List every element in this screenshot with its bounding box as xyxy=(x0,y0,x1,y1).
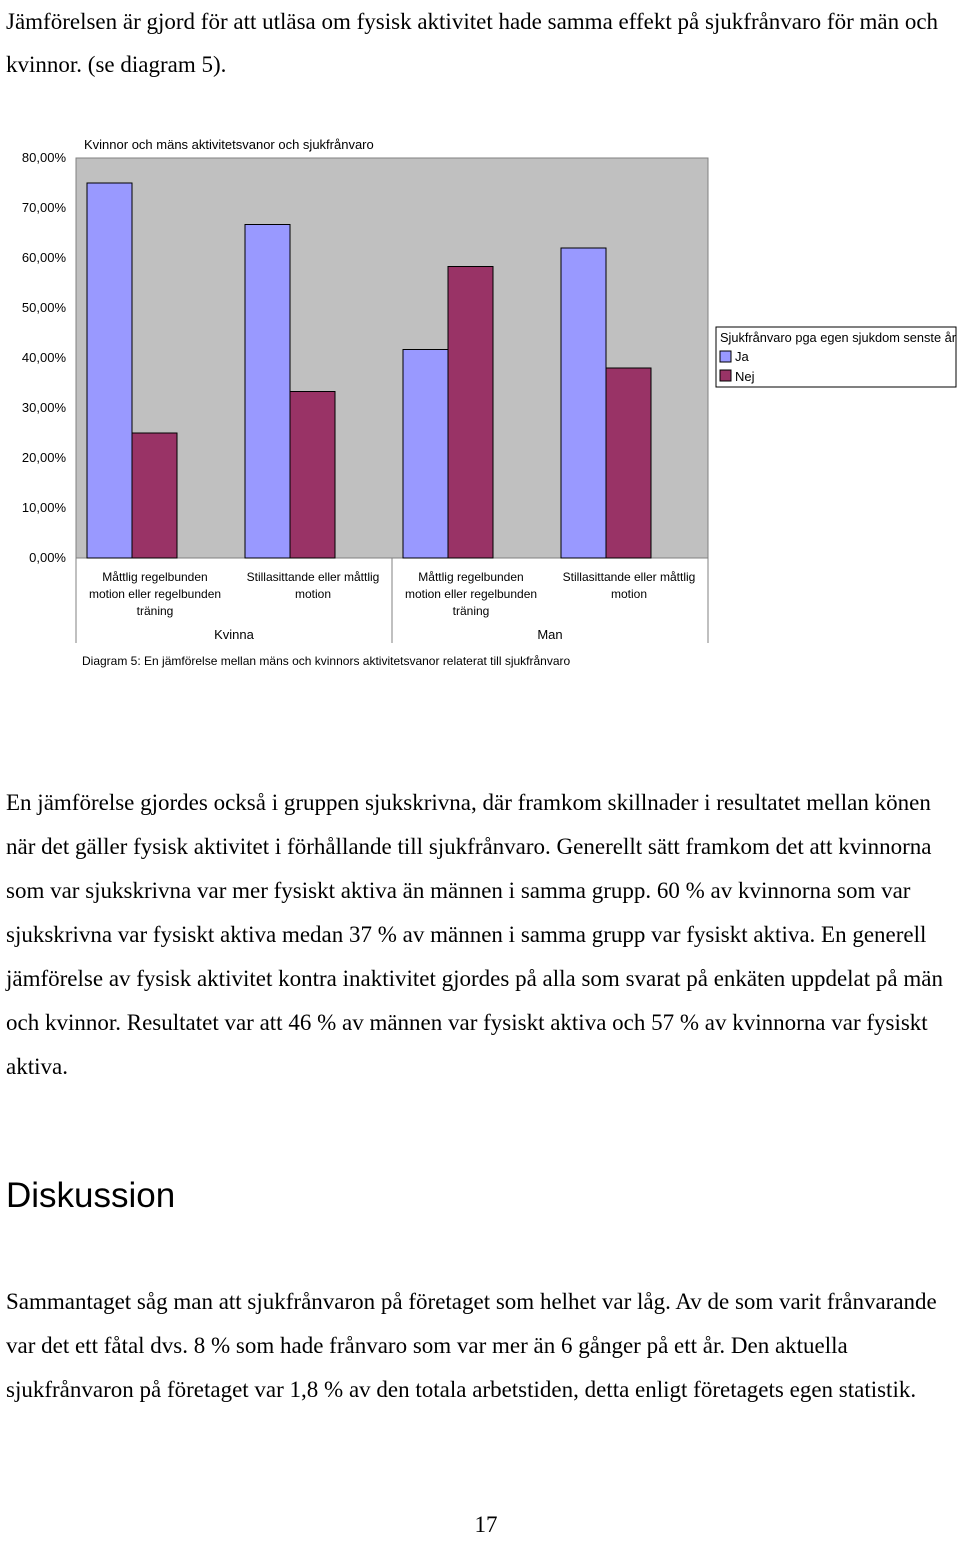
legend xyxy=(716,327,957,387)
bar-ja-2 xyxy=(403,350,448,559)
section-heading: Diskussion xyxy=(6,1176,176,1215)
x-tick-label: motion eller regelbunden xyxy=(88,587,222,601)
x-tick-label: motion xyxy=(610,587,648,601)
x-tick-label: Måttlig regelbunden xyxy=(102,570,208,584)
bar-nej-0 xyxy=(132,433,177,558)
group-label: Man xyxy=(537,627,563,642)
chart-caption: Diagram 5: En jämförelse mellan mäns och kvinnors aktivitetsvanor relaterat till sjukfrånvaro xyxy=(82,654,571,668)
y-tick-label: 60,00% xyxy=(21,250,66,265)
y-tick-label: 80,00% xyxy=(21,150,66,165)
legend-swatch-ja xyxy=(720,351,731,362)
y-tick-label: 10,00% xyxy=(21,500,66,515)
x-tick-label: motion eller regelbunden xyxy=(404,587,538,601)
page-number: 17 xyxy=(474,1512,498,1537)
bar-chart xyxy=(0,120,960,680)
group-label: Kvinna xyxy=(214,627,254,642)
y-tick-label: 30,00% xyxy=(21,400,66,415)
bar-nej-1 xyxy=(290,392,335,559)
legend-title: Sjukfrånvaro pga egen sjukdom senste år xyxy=(720,330,957,345)
x-tick-label: träning xyxy=(136,604,174,618)
y-tick-label: 20,00% xyxy=(21,450,66,465)
y-tick-label: 70,00% xyxy=(21,200,66,215)
legend-swatch-nej xyxy=(720,370,731,381)
x-tick-label: träning xyxy=(452,604,490,618)
bar-nej-3 xyxy=(606,368,651,558)
intro-paragraph: Jämförelsen är gjord för att utläsa om fysisk aktivitet hade samma effekt på sjukfrånvaro för män och kvinnor. (se diagram 5). xyxy=(6,9,939,77)
discussion-paragraph: Sammantaget såg man att sjukfrånvaron på företaget som helhet var låg. Av de som varit frånvarande var det ett fåtal dvs. 8 % som hade frånvaro som var mer än 6 gånger på ett år. Den aktuella sjukfrånvaron på företaget var 1,8 % av den totala arbetstiden, detta enligt företagets egen statistik. xyxy=(6,1289,937,1402)
bar-nej-2 xyxy=(448,267,493,559)
results-paragraph: En jämförelse gjordes också i gruppen sjukskrivna, där framkom skillnader i resultatet mellan könen när det gäller fysisk aktivitet i förhållande till sjukfrånvaro. Generellt sätt framkom det att kvinnorna som var sjukskrivna var mer fysiskt aktiva än männen i samma grupp. 60 % av kvinnorna som var sjukskrivna var fysiskt aktiva medan 37 % av männen i samma grupp var fysiskt aktiva. En generell jämförelse av fysisk aktivitet kontra inaktivitet gjordes på alla som svarat på enkäten uppdelat på män och kvinnor. Resultatet var att 46 % av männen var fysiskt aktiva och 57 % av kvinnorna var fysiskt aktiva. xyxy=(6,790,943,1079)
legend-label-nej: Nej xyxy=(735,369,755,384)
y-tick-label: 40,00% xyxy=(21,350,66,365)
bar-ja-1 xyxy=(245,225,290,559)
x-tick-label: Måttlig regelbunden xyxy=(418,570,524,584)
y-tick-label: 0,00% xyxy=(29,550,66,565)
x-tick-label: Stillasittande eller måttlig xyxy=(246,570,380,584)
chart-title: Kvinnor och mäns aktivitetsvanor och sjukfrånvaro xyxy=(84,137,374,152)
x-tick-label: Stillasittande eller måttlig xyxy=(562,570,696,584)
legend-label-ja: Ja xyxy=(735,349,749,364)
bar-ja-0 xyxy=(87,183,132,558)
y-axis xyxy=(22,150,67,565)
x-axis xyxy=(76,558,708,643)
x-tick-label: motion xyxy=(294,587,332,601)
y-tick-label: 50,00% xyxy=(21,300,66,315)
bar-ja-3 xyxy=(561,248,606,558)
